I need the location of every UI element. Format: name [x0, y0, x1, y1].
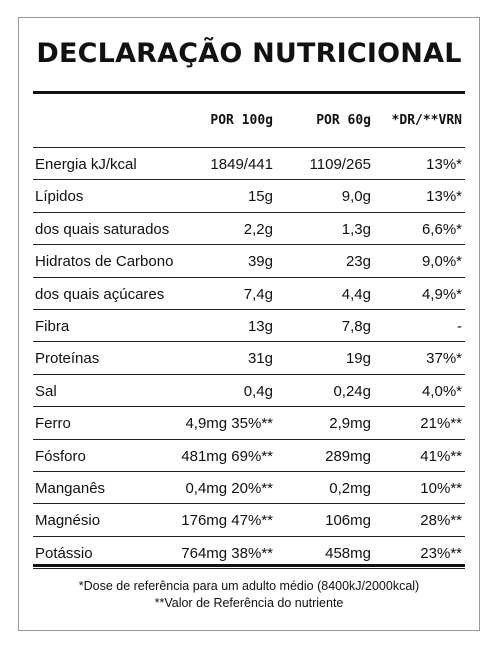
- row-value-per60: 106mg: [325, 512, 371, 530]
- row-label: Ferro: [35, 415, 71, 433]
- row-value-dr-vrn: 13%*: [426, 156, 462, 173]
- row-value-per60: 2,9mg: [329, 415, 371, 433]
- table-header: [33, 94, 465, 148]
- table-body: [33, 148, 465, 569]
- row-label: Manganês: [35, 479, 106, 497]
- table-row: [33, 213, 465, 245]
- row-value-dr-vrn: 6,6%*: [421, 220, 462, 238]
- row-value-dr-vrn: 21%**: [420, 415, 462, 433]
- row-value-per60: 1109/265: [309, 156, 371, 173]
- row-label: Potássio: [35, 544, 93, 562]
- row-value-per100: 7,4g: [243, 285, 273, 303]
- column-header-per60: POR 60g: [316, 113, 371, 128]
- footnotes: [19, 578, 479, 612]
- bottom-rule: [33, 564, 465, 567]
- row-value-per60: 458mg: [325, 544, 371, 562]
- table-row: [33, 180, 465, 212]
- column-header-per100: POR 100g: [210, 113, 273, 128]
- row-value-per60: 19g: [345, 350, 371, 368]
- row-value-dr-vrn: 13%*: [426, 188, 462, 206]
- table-row: [33, 440, 465, 472]
- row-value-per100: 481mg 69%**: [181, 447, 273, 465]
- table-row: [33, 407, 465, 439]
- row-label: Proteínas: [35, 350, 100, 368]
- table-row: [33, 148, 465, 180]
- nutrition-panel: [18, 17, 480, 631]
- row-value-per100: 13g: [247, 317, 273, 335]
- row-value-dr-vrn: 9,0%*: [421, 253, 462, 271]
- table-row: [33, 472, 465, 504]
- row-value-per100: 1849/441: [210, 156, 273, 173]
- table-row: [33, 310, 465, 342]
- row-value-per100: 39g: [247, 253, 273, 271]
- footnote-vrn: **Valor de Referência do nutriente: [154, 596, 344, 610]
- row-label: Sal: [35, 382, 57, 400]
- row-value-dr-vrn: 41%**: [420, 447, 462, 465]
- table-row: [33, 278, 465, 310]
- footnote-dr: *Dose de referência para um adulto médio (8400kJ/2000kcal): [78, 579, 420, 593]
- row-label: Fibra: [35, 317, 70, 335]
- row-value-per100: 0,4g: [243, 382, 273, 400]
- row-value-per100: 2,2g: [243, 220, 273, 238]
- row-value-per60: 0,2mg: [329, 479, 371, 497]
- column-header-dr-vrn: *DR/**VRN: [391, 113, 462, 128]
- row-value-per60: 9,0g: [341, 188, 371, 206]
- row-value-per60: 1,3g: [341, 220, 371, 238]
- row-value-per100: 4,9mg 35%**: [185, 415, 273, 433]
- row-value-per60: 7,8g: [341, 317, 371, 335]
- row-value-dr-vrn: 4,0%*: [421, 382, 462, 400]
- row-label: Lípidos: [35, 188, 84, 206]
- row-value-dr-vrn: 37%*: [426, 350, 462, 368]
- row-value-dr-vrn: 10%**: [420, 479, 462, 497]
- nutrition-table: [33, 94, 465, 569]
- row-label: dos quais saturados: [35, 220, 170, 238]
- row-label: Fósforo: [35, 447, 86, 465]
- table-row: [33, 375, 465, 407]
- row-label: Hidratos de Carbono: [35, 253, 174, 271]
- row-value-per100: 0,4mg 20%**: [185, 479, 273, 497]
- row-value-per100: 764mg 38%**: [181, 544, 273, 562]
- row-value-per60: 4,4g: [341, 285, 371, 303]
- row-value-per100: 31g: [247, 350, 273, 368]
- row-value-dr-vrn: 28%**: [420, 512, 462, 530]
- row-value-per60: 289mg: [325, 447, 371, 465]
- row-value-per100: 176mg 47%**: [181, 512, 273, 530]
- row-value-per60: 0,24g: [333, 382, 371, 400]
- row-label: dos quais açúcares: [35, 285, 165, 303]
- row-value-per100: 15g: [247, 188, 273, 206]
- row-value-dr-vrn: 4,9%*: [421, 285, 462, 303]
- table-row: [33, 504, 465, 536]
- row-label: Magnésio: [35, 512, 101, 530]
- row-label: Energia kJ/kcal: [35, 156, 137, 173]
- row-value-per60: 23g: [345, 253, 371, 271]
- row-value-dr-vrn: 23%**: [420, 544, 462, 562]
- table-row: [33, 342, 465, 374]
- table-row: [33, 245, 465, 277]
- row-value-dr-vrn: -: [457, 317, 462, 335]
- page-title: DECLARAÇÃO NUTRICIONAL: [36, 38, 462, 69]
